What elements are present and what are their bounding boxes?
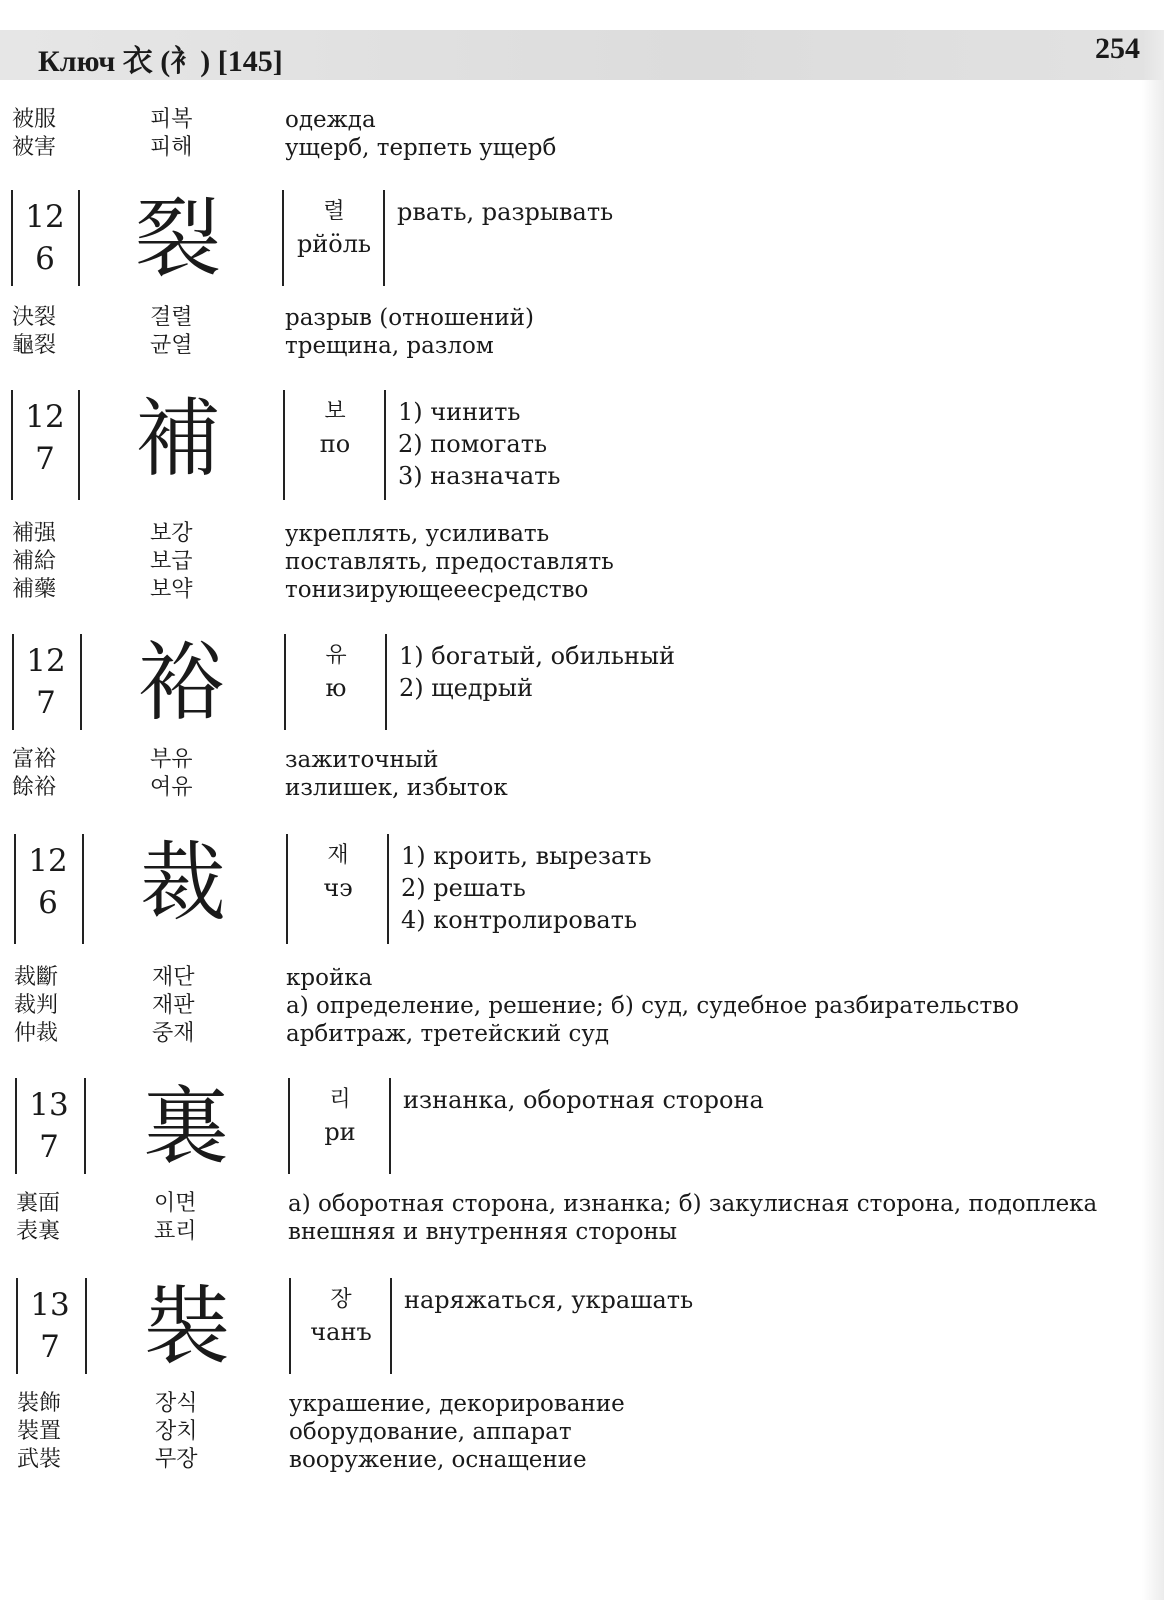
character-entry — [0, 834, 1164, 944]
page-header — [0, 30, 1164, 80]
compound-list — [0, 964, 1164, 1048]
reading-korean: 렬 — [323, 199, 345, 224]
compound-meaning: излишек, избыток — [285, 775, 508, 801]
compound-hanja: 被服 — [12, 107, 57, 132]
reading — [290, 840, 386, 904]
reading-russian: чанъ — [310, 1318, 372, 1346]
stroke-count — [16, 840, 80, 924]
compound-list — [0, 304, 1164, 360]
reading — [288, 640, 384, 704]
reading-korean: 재 — [327, 843, 349, 868]
compound-meaning: арбитраж, третейский суд — [286, 1021, 610, 1047]
reading-russian: рйöль — [296, 230, 372, 258]
character-entry — [0, 189, 1164, 289]
compound-hanja: 龜裂 — [12, 333, 57, 358]
stroke-extra: 6 — [35, 241, 55, 277]
compound-hangul: 재단 — [152, 965, 195, 990]
meaning: 3) назначать — [398, 462, 561, 490]
stroke-count — [13, 196, 77, 280]
reading-korean: 유 — [325, 643, 347, 668]
compound-meaning: а) оборотная сторона, изнанка; б) закулисная сторона, подоплека — [288, 1191, 1098, 1217]
main-character: 裂 — [135, 189, 221, 289]
meaning: 2) помогать — [398, 430, 548, 458]
compound-hangul: 피해 — [150, 135, 193, 160]
compound-hangul: 이면 — [154, 1191, 197, 1216]
divider — [389, 1078, 391, 1174]
compound-hanja: 裝置 — [17, 1419, 62, 1444]
meaning: наряжаться, украшать — [404, 1286, 694, 1314]
compound-meaning: тонизирующееесредство — [285, 577, 589, 603]
divider — [283, 390, 285, 500]
reading-russian: по — [319, 430, 351, 458]
divider — [84, 1078, 86, 1174]
meaning-list — [399, 640, 675, 704]
divider — [390, 1278, 392, 1374]
compound-list-top — [0, 106, 1164, 162]
meaning-list — [398, 396, 560, 492]
compound-hangul: 장치 — [155, 1419, 198, 1444]
meaning: 1) богатый, обильный — [399, 642, 675, 670]
meaning: 2) решать — [401, 874, 526, 902]
compound-meaning: укреплять, усиливать — [285, 521, 550, 547]
divider — [289, 1278, 291, 1374]
meaning-list — [403, 1084, 764, 1116]
compound-meaning: трещина, разлом — [285, 333, 494, 359]
compound-meaning: а) определение, решение; б) суд, судебное разбирательство — [286, 993, 1019, 1019]
stroke-total: 13 — [29, 1087, 69, 1123]
meaning-list — [404, 1284, 693, 1316]
compound-hanja: 武裝 — [17, 1447, 62, 1472]
reading-russian: ю — [325, 674, 347, 702]
compound-meaning: вооружение, оснащение — [289, 1447, 587, 1473]
compound-list — [0, 1190, 1164, 1246]
radical-title: Ключ 衣 (衤) [145] — [38, 45, 283, 78]
compound-hangul: 보급 — [150, 549, 193, 574]
meaning: 1) кроить, вырезать — [401, 842, 652, 870]
divider — [85, 1278, 87, 1374]
reading-korean: 장 — [330, 1287, 352, 1312]
compound-meaning: ущерб, терпеть ущерб — [285, 135, 557, 161]
compound-hanja: 補强 — [12, 521, 57, 546]
divider — [384, 390, 386, 500]
compound-hangul: 무장 — [155, 1447, 198, 1472]
stroke-total: 12 — [26, 643, 66, 679]
compound-hanja: 富裕 — [12, 747, 57, 772]
compound-meaning: зажиточный — [285, 747, 439, 773]
character-entry — [0, 390, 1164, 500]
divider — [82, 834, 84, 944]
compound-meaning: поставлять, предоставлять — [285, 549, 614, 575]
divider — [383, 190, 385, 286]
stroke-count — [17, 1084, 81, 1168]
main-character: 裁 — [140, 833, 226, 933]
compound-hanja: 仲裁 — [14, 1021, 59, 1046]
compound-hangul: 보강 — [150, 521, 193, 546]
divider — [286, 834, 288, 944]
compound-hanja: 裁斷 — [14, 965, 59, 990]
compound-hangul: 여유 — [150, 775, 193, 800]
compound-hangul: 중재 — [152, 1021, 195, 1046]
stroke-count — [14, 640, 78, 724]
stroke-total: 13 — [30, 1287, 70, 1323]
compound-list — [0, 1390, 1164, 1474]
compound-hangul: 표리 — [154, 1219, 197, 1244]
divider — [78, 190, 80, 286]
stroke-extra: 7 — [36, 685, 56, 721]
meaning: 2) щедрый — [399, 674, 534, 702]
compound-hangul: 부유 — [150, 747, 193, 772]
meaning: изнанка, оборотная сторона — [403, 1086, 764, 1114]
compound-hangul: 보약 — [150, 577, 193, 602]
meaning: 4) контролировать — [401, 906, 638, 934]
character-entry — [0, 1077, 1164, 1177]
reading-korean: 보 — [324, 399, 346, 424]
compound-hangul: 피복 — [150, 107, 193, 132]
stroke-total: 12 — [25, 399, 65, 435]
main-character: 裝 — [144, 1277, 230, 1377]
main-character: 補 — [135, 389, 221, 489]
character-entry — [0, 633, 1164, 733]
reading — [292, 1084, 388, 1148]
divider — [80, 634, 82, 730]
main-character: 裏 — [143, 1077, 229, 1177]
compound-hanja: 表裏 — [16, 1219, 61, 1244]
compound-hangul: 균열 — [150, 333, 193, 358]
meaning: рвать, разрывать — [397, 198, 614, 226]
reading — [287, 396, 383, 460]
compound-hanja: 餘裕 — [12, 775, 57, 800]
stroke-count — [18, 1284, 82, 1368]
stroke-extra: 6 — [38, 885, 58, 921]
stroke-total: 12 — [28, 843, 68, 879]
compound-hanja: 被害 — [12, 135, 57, 160]
compound-list — [0, 746, 1164, 802]
stroke-extra: 7 — [40, 1329, 60, 1365]
compound-meaning: разрыв (отношений) — [285, 305, 534, 331]
reading-russian: чэ — [323, 874, 353, 902]
divider — [387, 834, 389, 944]
reading-korean: 리 — [329, 1087, 351, 1112]
character-entry — [0, 1277, 1164, 1377]
divider — [284, 634, 286, 730]
stroke-extra: 7 — [39, 1129, 59, 1165]
stroke-count — [13, 396, 77, 480]
compound-list — [0, 520, 1164, 604]
compound-hanja: 決裂 — [12, 305, 57, 330]
reading — [286, 196, 382, 260]
compound-hanja: 裏面 — [16, 1191, 61, 1216]
meaning: 1) чинить — [398, 398, 521, 426]
reading — [293, 1284, 389, 1348]
compound-meaning: кройка — [286, 965, 373, 991]
compound-meaning: внешняя и внутренняя стороны — [288, 1219, 678, 1245]
compound-meaning: украшение, декорирование — [289, 1391, 625, 1417]
meaning-list — [397, 196, 613, 228]
stroke-total: 12 — [25, 199, 65, 235]
compound-hanja: 補給 — [12, 549, 57, 574]
compound-hanja: 補藥 — [12, 577, 57, 602]
page-number: 254 — [1095, 32, 1140, 65]
divider — [288, 1078, 290, 1174]
compound-hangul: 결렬 — [150, 305, 193, 330]
compound-meaning: оборудование, аппарат — [289, 1419, 572, 1445]
compound-hanja: 裝飾 — [17, 1391, 62, 1416]
divider — [78, 390, 80, 500]
compound-meaning: одежда — [285, 107, 376, 133]
divider — [282, 190, 284, 286]
main-character: 裕 — [138, 633, 224, 733]
reading-russian: ри — [324, 1118, 356, 1146]
meaning-list — [401, 840, 652, 936]
compound-hanja: 裁判 — [14, 993, 59, 1018]
compound-hangul: 재판 — [152, 993, 195, 1018]
divider — [385, 634, 387, 730]
compound-hangul: 장식 — [155, 1391, 198, 1416]
stroke-extra: 7 — [35, 441, 55, 477]
